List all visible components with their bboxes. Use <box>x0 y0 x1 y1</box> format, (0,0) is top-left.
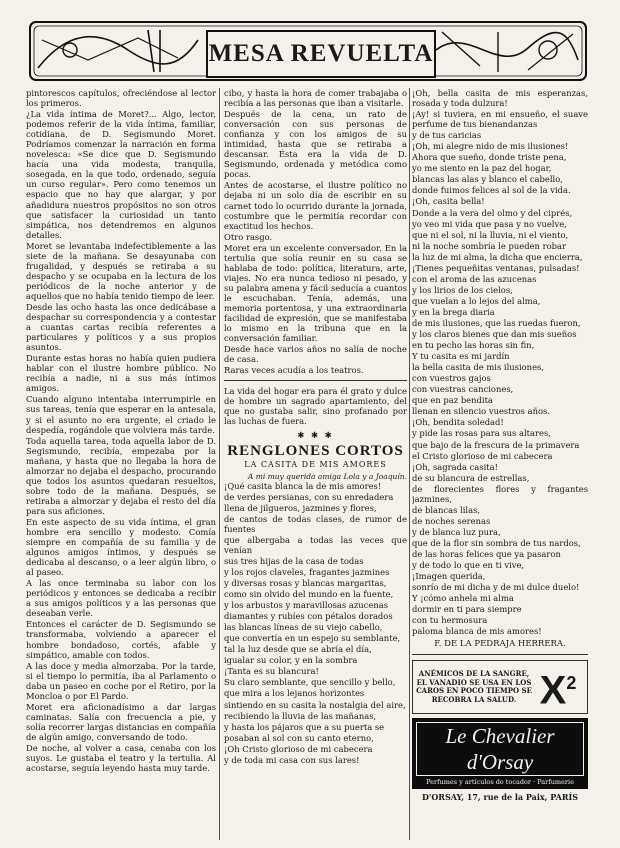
paragraph: Moret se levantaba indefectiblemente a las siete de la mañana. Se desayunaba con frugalidad, y después se retiraba a su despacho y se ocupaba en la lectura de los periódicos de la noche anterior y de aquellos que no había tenido tiempo de leer. <box>26 240 216 301</box>
poem-line: de noches serenas <box>412 515 491 526</box>
ad-tonic-mark <box>532 663 584 713</box>
paragraph: Moret era aficionadísimo a dar largas caminatas. Salía con frecuencia a pie, y solía recorrer largas distancias en compañía de algún amigo, conversando de todo. <box>26 701 216 742</box>
poem-line: sus tres hijas de la casa de todas <box>224 555 364 566</box>
poem-line: y los arbustos y maravillosas azucenas <box>224 600 389 611</box>
poem-line: con vuestras canciones, <box>412 384 514 395</box>
poem-line: y pide las rosas para sus altares, <box>412 428 551 439</box>
paragraph: cibo, y hasta la hora de comer trabajaba o recibía a las personas que iban a visitarle. <box>224 88 407 109</box>
poem-line: ¡Tienes pequeñitas ventanas, pulsadas! <box>412 262 580 273</box>
poem-line: igualar su color, y en la sombra <box>224 655 358 666</box>
poem-line: ¡Oh, mi alegre nido de mis ilusiones! <box>412 141 569 152</box>
poem-line: y hasta los pájaros que a su puerta se <box>224 721 385 732</box>
poem-line: de cantos de todas clases, de rumor de fuentes <box>224 513 407 534</box>
column-middle <box>224 88 407 840</box>
poem-line: con tu hermosura <box>412 615 488 626</box>
paragraph: pintorescos capítulos, ofreciéndose al lector los primeros. <box>26 88 216 109</box>
poem-line: Donde a la vera del olmo y del ciprés, <box>412 207 573 218</box>
poem-line: que convertía en un espejo su semblante, <box>224 633 401 644</box>
section-title-box <box>206 30 436 78</box>
poem-line: que vuelan a lo lejos del alma, <box>412 295 541 306</box>
divider <box>224 380 407 381</box>
poem-line: y en la brega diaria <box>412 306 495 317</box>
poem-line: y diversas rosas y blancas margaritas, <box>224 578 387 589</box>
poem-line: que bajo de la frescura de la primavera <box>412 439 580 450</box>
paragraph: Toda aquella tarea, toda aquella labor de D. Segismundo, recibía, empezaba por la mañana, y hasta que no llegaba la hora de almorzar no dejaba el despacho, procurando que todos los asuntos quedaran resueltos, sobre todo de la mañana. Después, se retiraba a almorzar y dejaba el resto del día para sus aficiones. <box>26 435 216 516</box>
divider <box>412 654 588 655</box>
poem-line: ¡Oh, bella casita de mis esperanzas, rosada y toda dulzura! <box>412 88 588 109</box>
poem-line: que ni el sol, ni la lluvia, ni el viento, <box>412 229 569 240</box>
paragraph: ¿La vida íntima de Moret?... Algo, lector, podemos referir de la vida íntima, familiar, cotidiana, de D. Segismundo Moret. Podríamos comenzar la narración en forma novelesca: «Se dice que D. Segismundo hacía una vida modesta, tranquila, sosegada, en la que todo, ordenado, seguía un curso regular». Pero como tenemos un espacio que no hay que alargar, y por añadidura nuestros propósitos no son otros que satisfacer la curiosidad un tanto simpática, nos detendremos en algunos detalles. <box>26 109 216 240</box>
poem-line: yo me siento en la paz del hogar, <box>412 163 552 174</box>
poem-line: Y tu casita es mi jardín <box>412 351 510 362</box>
poem-line: las blancas líneas de su viejo cabello, <box>224 622 383 633</box>
column-divider <box>219 88 220 840</box>
poem-line: paloma blanca de mis amores! <box>412 626 542 637</box>
poem-line: y de tus caricias <box>412 130 482 141</box>
poem-line: la bella casita de mis ilusiones, <box>412 362 544 373</box>
poem-line: la luz de mi alma, la dicha que encierra, <box>412 251 583 262</box>
paragraph: Desde las ocho hasta las once dedicábase a despachar su correspondencia y a contestar a cuantas cartas recibía referentes a particulares y políticos y a sus propios asuntos. <box>26 301 216 353</box>
poem-line: de su blancura de estrellas, <box>412 472 530 483</box>
poem-line: con vuestros gajos <box>412 373 491 384</box>
poem-line: y de toda mi casa con sus lares! <box>224 754 360 765</box>
ad-perfume-claim: Perfumes y artículos de tocador · Parfumerie <box>426 777 574 786</box>
advertisement-tonic <box>412 660 588 713</box>
paragraph: Durante estas horas no había quien pudiera hablar con el ilustre hombre público. No recibía a nadie, ni a sus más íntimos amigos. <box>26 353 216 394</box>
poem-line: Ahora que sueño, donde triste pena, <box>412 152 567 163</box>
poem-line: que albergaba a todas las veces que venían <box>224 534 407 555</box>
paragraph: Moret era un excelente conversador. En la tertulia que solía reunir en su casa se hablaba de todo: política, literatura, arte, viajes. No era nunca tedioso ni pesado, y su palabra amena y fácil seducía a cuantos le escuchaban. Tenía, además, una memoria portentosa, y una extraordinaria facilidad de expresión, que se manifestaba lo mismo en la tribuna que en la conversación familiar. <box>224 242 407 344</box>
poem-line: ¡Tanta es su blancura! <box>224 666 319 677</box>
poem-line: de mis ilusiones, que las ruedas fueron, <box>412 317 581 328</box>
poem-line: de florecientes flores y fragantes jazmines, <box>412 483 588 504</box>
ad-tonic-letter: X <box>539 668 567 713</box>
poem-line: con el aroma de las azucenas <box>412 273 537 284</box>
paragraph: Antes de acostarse, el ilustre político no dejaba ni un solo día de escribir en su carnet todo lo ocurrido durante la jornada, costumbre que le permitía recordar con exactitud los hechos. <box>224 180 407 231</box>
quote-paragraph: La vida del hogar era para él grato y dulce de hombre un sagrado apartamiento, del que no gustaba salir, sino profanado por las luchas de fuera. <box>224 386 407 427</box>
paragraph: De noche, al volver a casa, cenaba con los suyos. Le gustaba el teatro y la tertulia. Al acostarse, seguía leyendo hasta muy tarde. <box>26 743 216 774</box>
poem-dedication: A mi muy querida amiga Lola y a Joaquín. <box>247 471 407 481</box>
poem-line: y los rojos claveles, fragantes jazmines <box>224 566 390 577</box>
poem-line: llena de jilgueros, jazmines y flores, <box>224 502 377 513</box>
paragraph: Cuando alguno intentaba interrumpirle en sus tareas, tenía que esperar en la antesala, y si el asunto no era urgente, el criado le despedía, rogándole que volviera más tarde. <box>26 394 216 435</box>
poem-line: sintiendo en su casita la nostalgia del aire, <box>224 699 406 710</box>
poem-line: que mira a los lejanos horizontes <box>224 688 365 699</box>
column-right <box>412 88 588 840</box>
poem-line: de blancas lilas, <box>412 504 481 515</box>
poem-line: ¡Oh Cristo glorioso de mi cabecera <box>224 743 373 754</box>
paragraph: Desde hace varios años no salía de noche de casa. <box>224 344 407 365</box>
poem-line: y los claros bienes que dan mis sueños <box>412 329 577 340</box>
poem-line: llenan en silencio vuestros años. <box>412 406 550 417</box>
poem-line: ¡Oh, casita bella! <box>412 196 485 207</box>
poem-line: yo veo mi vida que pasa y no vuelve, <box>412 218 567 229</box>
poem-body <box>412 88 588 636</box>
poem-signature: F. DE LA PEDRAJA HERRERA. <box>434 639 566 650</box>
asterism-ornament: ✱ ✱ ✱ <box>297 429 334 440</box>
ad-tonic-sup: 2 <box>566 673 577 694</box>
page-title: MESA REVUELTA <box>208 40 434 67</box>
poem-line: blancas las alas y blanco el cabello, <box>412 174 563 185</box>
column-left <box>26 88 216 840</box>
poem-line: Su claro semblante, que sencillo y bello, <box>224 677 396 688</box>
poem-line: Y ¡cómo anhela mi alma <box>412 593 514 604</box>
paragraph: A las doce y media almorzaba. Por la tarde, si el tiempo lo permitía, iba al Parlamento o daba un paseo en coche por el Retiro, por la Moncloa o por El Pardo. <box>26 660 216 701</box>
poem-title: LA CASITA DE MIS AMORES <box>244 459 387 469</box>
poem-line: y los lirios de los cielos, <box>412 284 513 295</box>
ad-perfume-brand: Le Chevalier d'Orsay <box>416 722 584 776</box>
poem-line: y de blanca luz pura, <box>412 526 501 537</box>
paragraph: A las once terminaba su labor con los periódicos y entonces se dedicaba a recibir a sus amigos políticos y a las personas que deseaban verle. <box>26 578 216 619</box>
paragraph: En este aspecto de su vida íntima, el gran hombre era sencillo y modesto. Comía siempre en compañía de su familia y de algunos amigos íntimos, y después se dedicaba al descanso, o a leer algún libro, o al paseo. <box>26 516 216 578</box>
paragraph: Después de la cena, un rato de conversación con sus personas de confianza y con los amigos de su intimidad, hasta que se retiraba a descansar. Ésta era la vida de D. Segismundo, ordenada y metódica como pocas. <box>224 109 407 180</box>
poem-line: ¡Oh, sagrada casita! <box>412 461 498 472</box>
poem-line: y de todo lo que en ti vive, <box>412 560 525 571</box>
poem-line: ¡Oh, bendita soledad! <box>412 417 504 428</box>
poem-line: ¡Qué casita blanca la de mis amores! <box>224 480 382 491</box>
paragraph: Raras veces acudía a los teatros. <box>224 365 364 376</box>
poem-line: que en paz bendita <box>412 395 493 406</box>
poem-line: en tu pecho las horas sin fin, <box>412 340 535 351</box>
poem-line: dormir en ti para siempre <box>412 604 522 615</box>
advertisement-perfume <box>412 718 588 789</box>
poem-line: de las horas felices que ya pasaron <box>412 548 561 559</box>
poem-line: recibiendo la lluvia de las mañanas, <box>224 710 377 721</box>
ad-tonic-text: ANÉMICOS DE LA SANGRE, EL VANADIO SE USA EN LOS CAROS EN POCO TIEMPO SE RECOBRA LA SALUD. <box>416 669 532 704</box>
masthead-header <box>28 20 588 82</box>
poem-line: que de la flor sin sombra de tus nardos, <box>412 537 581 548</box>
column-divider <box>409 88 410 840</box>
paragraph: Entonces el carácter de D. Segismundo se transformaba, volviendo a aparecer el hombre bondadoso, cortés, afable y simpático, amable con todos. <box>26 619 216 660</box>
poem-line: sonrío de mi dicha y de mi dulce duelo! <box>412 582 580 593</box>
poem-line: ¡Imagen querida, <box>412 571 486 582</box>
poem-line: tal la luz desde que se abría el día, <box>224 644 372 655</box>
poem-line: como sin olvido del mundo en la fuente, <box>224 589 394 600</box>
poem-line: ni la noche sombría le pueden robar <box>412 240 566 251</box>
poem-line: donde fuimos felices al sol de la vida. <box>412 185 571 196</box>
poem-line: de verdes persianas, con su enredadera <box>224 491 394 502</box>
poem-line: posaban al sol con su canto eterno, <box>224 732 374 743</box>
poem-line: el Cristo glorioso de mi cabecera <box>412 450 553 461</box>
section-heading: RENGLONES CORTOS <box>227 442 404 459</box>
ad-perfume-address: D'ORSAY, 17, rue de la Paix, PARÍS <box>421 791 579 802</box>
poem-line: diamantes y rubíes con pétalos dorados <box>224 611 393 622</box>
paragraph: Otro rasgo. <box>224 231 273 242</box>
poem-line: ¡Ay! si tuviera, en mi ensueño, el suave perfume de tus bienandanzas <box>412 109 588 130</box>
poem-body <box>224 481 407 765</box>
